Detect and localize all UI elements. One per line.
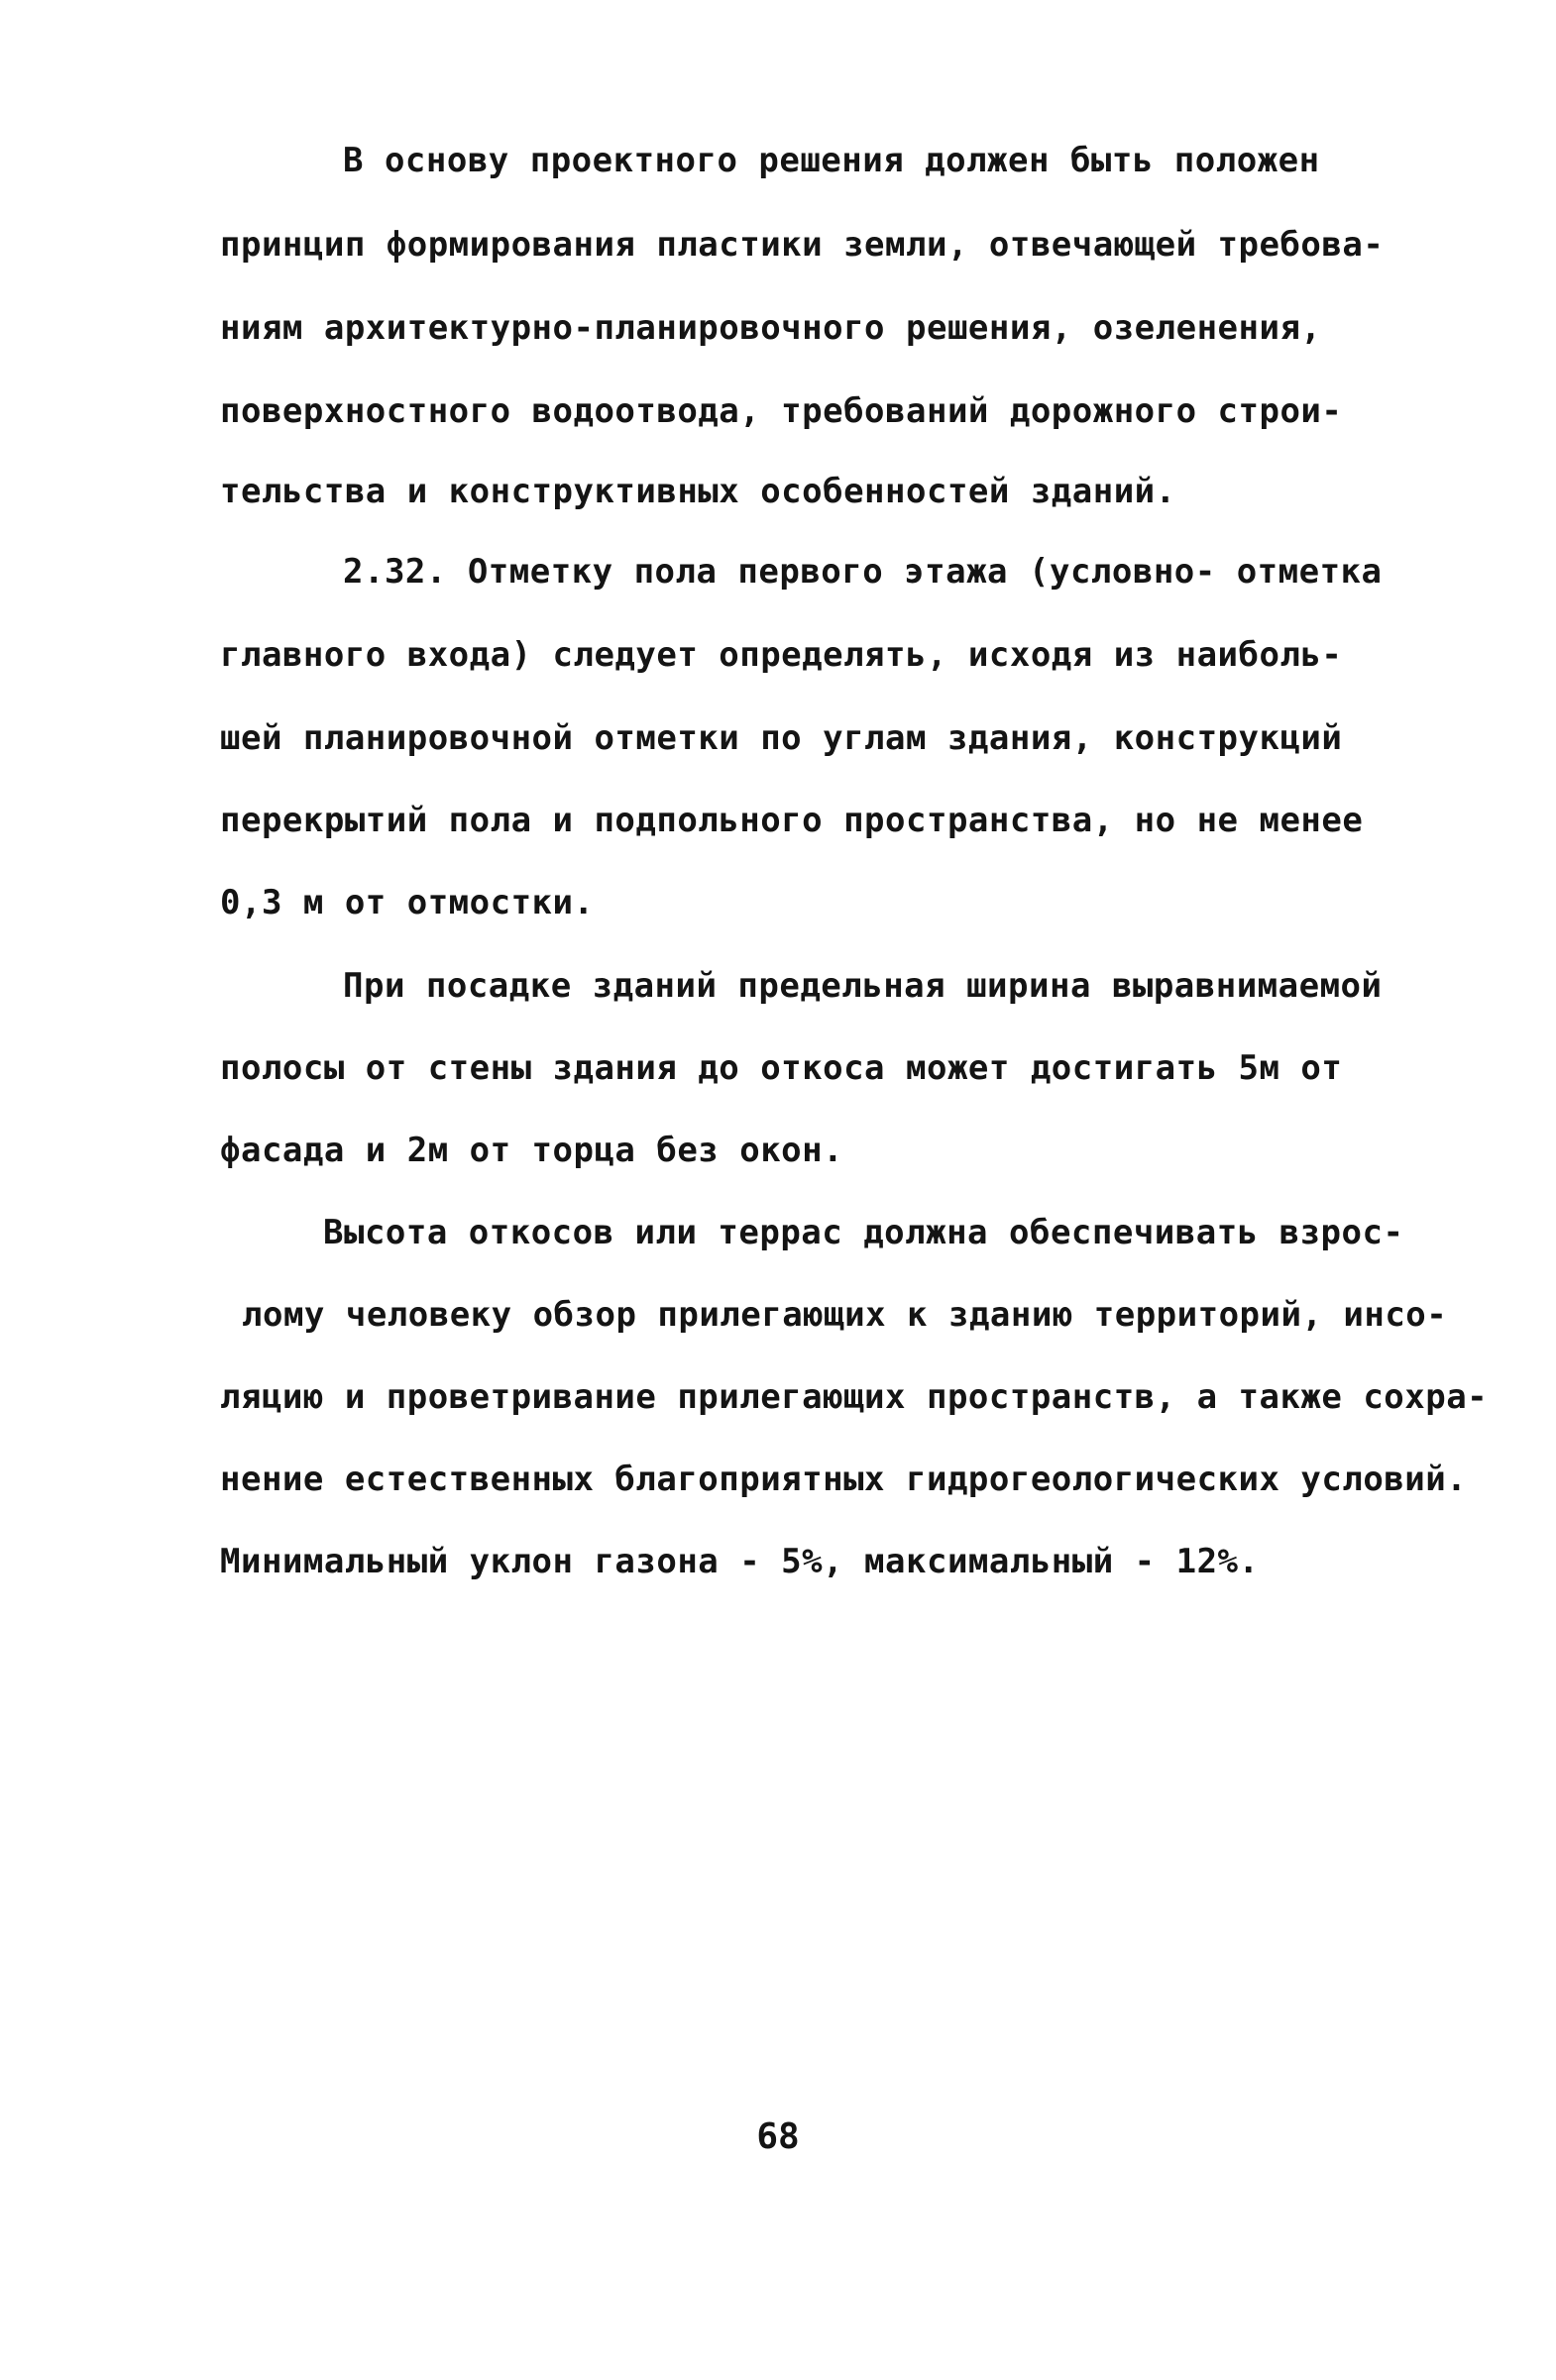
paragraph-4-line-1: Высота откосов или террас должна обеспечивать взрос- <box>323 1213 1404 1252</box>
paragraph-3-line-1: При посадке зданий предельная ширина выравнимаемой <box>343 966 1383 1006</box>
paragraph-3-line-2: полосы от стены здания до откоса может достигать 5м от <box>220 1048 1343 1088</box>
paragraph-1-line-1: В основу проектного решения должен быть положен <box>343 141 1320 180</box>
paragraph-1-line-3: ниям архитектурно-планировочного решения, озеленения, <box>220 308 1322 348</box>
paragraph-2-line-1: 2.32. Отметку пола первого этажа (условно- отметка <box>343 552 1383 592</box>
paragraph-4-line-3: ляцию и проветривание прилегающих пространств, а также сохра- <box>220 1377 1489 1417</box>
paragraph-1-line-4: поверхностного водоотвода, требований дорожного строи- <box>220 391 1343 431</box>
paragraph-2-line-3: шей планировочной отметки по углам здания, конструкций <box>220 718 1343 758</box>
paragraph-4-line-4: нение естественных благоприятных гидрогеологических условий. <box>220 1460 1468 1499</box>
paragraph-1-line-2: принцип формирования пластики земли, отвечающей требова- <box>220 225 1385 265</box>
paragraph-4-line-2: лому человеку обзор прилегающих к зданию территорий, инсо- <box>242 1295 1448 1335</box>
paragraph-2-line-2: главного входа) следует определять, исходя из наиболь- <box>220 635 1343 675</box>
paragraph-3-line-3: фасада и 2м от торца без окон. <box>220 1131 844 1170</box>
paragraph-2-line-5: 0,3 м от отмостки. <box>220 883 595 922</box>
page-number: 68 <box>756 2116 800 2157</box>
paragraph-4-line-5: Минимальный уклон газона - 5%, максимальный - 12%. <box>220 1542 1260 1581</box>
paragraph-2-line-4: перекрытий пола и подпольного пространства, но не менее <box>220 801 1364 840</box>
paragraph-1-line-5: тельства и конструктивных особенностей зданий. <box>220 472 1176 511</box>
